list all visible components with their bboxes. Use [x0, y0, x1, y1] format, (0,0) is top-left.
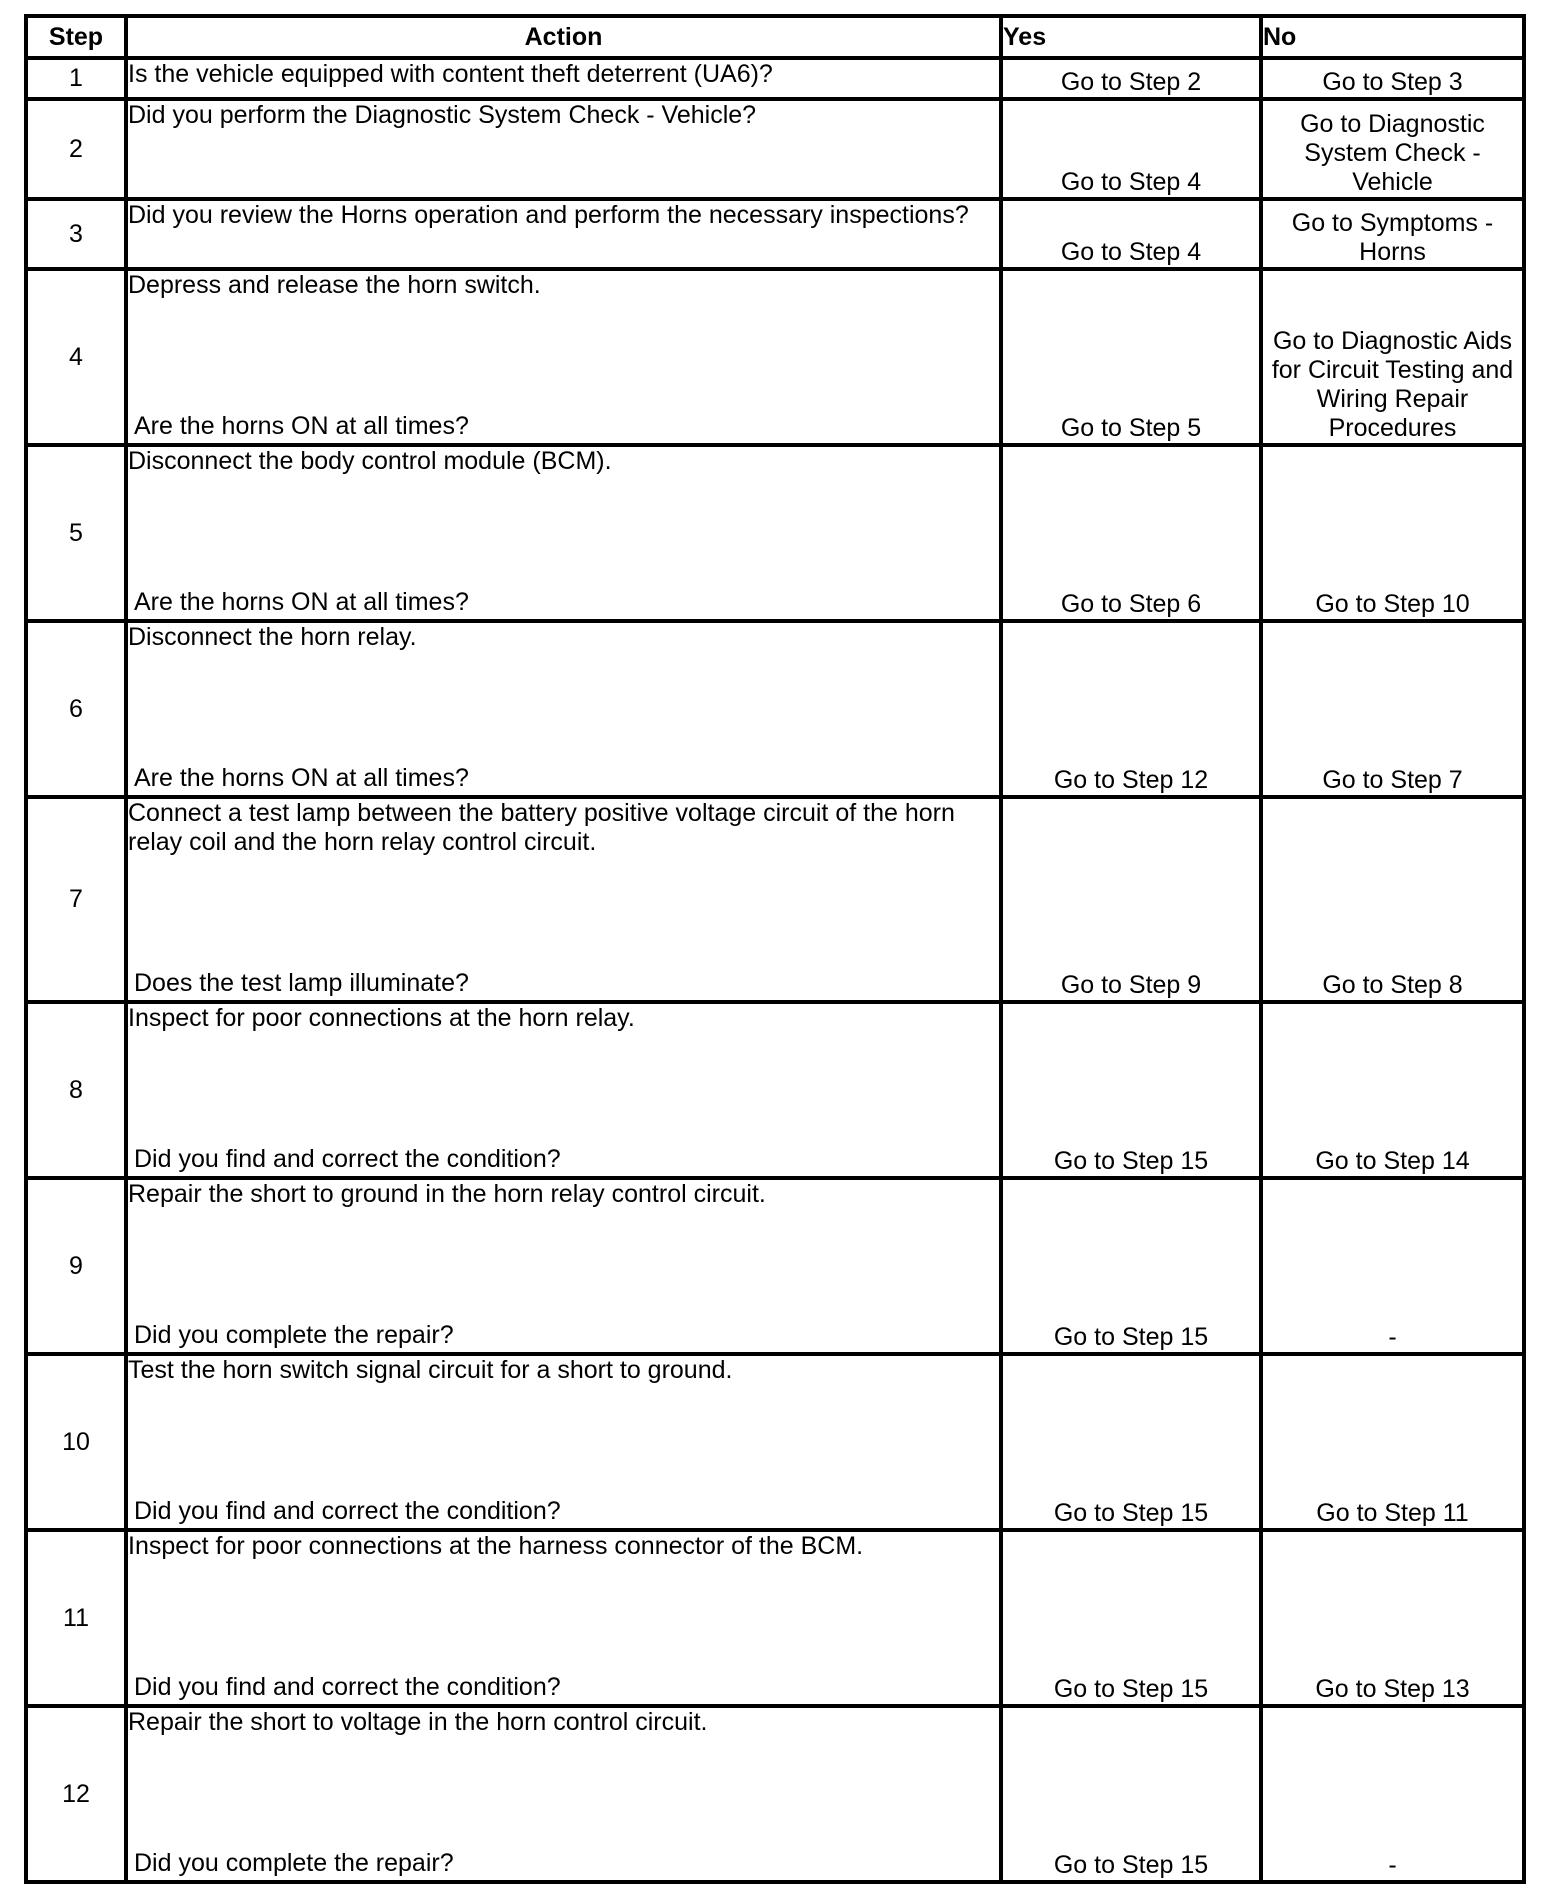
- yes-result: Go to Step 9: [1001, 797, 1261, 1002]
- table-row: [26, 1002, 1524, 1178]
- table-header-row: [26, 16, 1524, 58]
- action-cell: [126, 1178, 1001, 1354]
- yes-result: Go to Step 15: [1001, 1354, 1261, 1530]
- action-text: Inspect for poor connections at the horn relay.: [128, 1004, 635, 1032]
- yes-result: Go to Step 6: [1001, 445, 1261, 621]
- no-result: Go to Step 13: [1261, 1530, 1524, 1706]
- yes-result: Go to Step 15: [1001, 1002, 1261, 1178]
- table-row: [26, 1530, 1524, 1706]
- action-cell: [126, 1530, 1001, 1706]
- yes-result: Go to Step 2: [1001, 58, 1261, 99]
- yes-result: Go to Step 4: [1001, 199, 1261, 269]
- header-no: No: [1261, 16, 1524, 58]
- table-row: [26, 1178, 1524, 1354]
- action-question: Did you find and correct the condition?: [134, 1673, 561, 1701]
- header-yes: Yes: [1001, 16, 1261, 58]
- step-number: 9: [26, 1178, 126, 1354]
- action-cell: [126, 1706, 1001, 1882]
- no-result: Go to Step 7: [1261, 621, 1524, 797]
- no-result: Go to Diagnostic System Check - Vehicle: [1261, 99, 1524, 199]
- step-number: 10: [26, 1354, 126, 1530]
- step-number: 12: [26, 1706, 126, 1882]
- action-question: Does the test lamp illuminate?: [134, 969, 469, 997]
- action-cell: [126, 99, 1001, 199]
- table-row: [26, 621, 1524, 797]
- no-result: Go to Step 14: [1261, 1002, 1524, 1178]
- yes-result: Go to Step 15: [1001, 1178, 1261, 1354]
- table-row: [26, 797, 1524, 1002]
- no-result: Go to Diagnostic Aids for Circuit Testing and Wiring Repair Procedures: [1261, 269, 1524, 445]
- action-question: Did you complete the repair?: [134, 1321, 454, 1349]
- action-text: Is the vehicle equipped with content theft deterrent (UA6)?: [128, 60, 773, 88]
- action-text: Repair the short to voltage in the horn control circuit.: [128, 1708, 708, 1736]
- action-question: Are the horns ON at all times?: [134, 588, 469, 616]
- step-number: 4: [26, 269, 126, 445]
- step-number: 11: [26, 1530, 126, 1706]
- action-question: Did you complete the repair?: [134, 1849, 454, 1877]
- table-row: [26, 269, 1524, 445]
- step-number: 1: [26, 58, 126, 99]
- step-number: 2: [26, 99, 126, 199]
- yes-result: Go to Step 4: [1001, 99, 1261, 199]
- action-cell: [126, 797, 1001, 1002]
- yes-result: Go to Step 12: [1001, 621, 1261, 797]
- table-row: [26, 1706, 1524, 1882]
- action-question: Did you find and correct the condition?: [134, 1145, 561, 1173]
- action-text: Did you review the Horns operation and perform the necessary inspections?: [128, 201, 969, 229]
- yes-result: Go to Step 15: [1001, 1706, 1261, 1882]
- action-text: Disconnect the body control module (BCM).: [128, 447, 612, 475]
- header-step: Step: [26, 16, 126, 58]
- step-number: 5: [26, 445, 126, 621]
- yes-result: Go to Step 15: [1001, 1530, 1261, 1706]
- action-text: Test the horn switch signal circuit for a short to ground.: [128, 1356, 733, 1384]
- table-row: [26, 199, 1524, 269]
- table-row: [26, 58, 1524, 99]
- action-text: Repair the short to ground in the horn relay control circuit.: [128, 1180, 766, 1208]
- action-cell: [126, 199, 1001, 269]
- table-row: [26, 1354, 1524, 1530]
- action-question: Did you find and correct the condition?: [134, 1497, 561, 1525]
- yes-result: Go to Step 5: [1001, 269, 1261, 445]
- no-result: Go to Step 8: [1261, 797, 1524, 1002]
- no-result: -: [1261, 1178, 1524, 1354]
- action-question: Are the horns ON at all times?: [134, 412, 469, 440]
- action-cell: [126, 269, 1001, 445]
- header-action: Action: [126, 16, 1001, 58]
- step-number: 6: [26, 621, 126, 797]
- step-number: 7: [26, 797, 126, 1002]
- action-text: Inspect for poor connections at the harness connector of the BCM.: [128, 1532, 864, 1560]
- action-text: Disconnect the horn relay.: [128, 623, 417, 651]
- no-result: -: [1261, 1706, 1524, 1882]
- action-text: Connect a test lamp between the battery positive voltage circuit of the horn relay coil and the horn relay control circuit.: [128, 799, 955, 856]
- action-cell: [126, 621, 1001, 797]
- table-row: [26, 99, 1524, 199]
- action-cell: [126, 58, 1001, 99]
- action-question: Are the horns ON at all times?: [134, 764, 469, 792]
- action-cell: [126, 1354, 1001, 1530]
- action-text: Did you perform the Diagnostic System Check - Vehicle?: [128, 101, 757, 129]
- no-result: Go to Step 11: [1261, 1354, 1524, 1530]
- action-cell: [126, 445, 1001, 621]
- no-result: Go to Symptoms - Horns: [1261, 199, 1524, 269]
- no-result: Go to Step 3: [1261, 58, 1524, 99]
- diagnostic-table: [24, 14, 1526, 1884]
- action-cell: [126, 1002, 1001, 1178]
- no-result: Go to Step 10: [1261, 445, 1524, 621]
- step-number: 3: [26, 199, 126, 269]
- action-text: Depress and release the horn switch.: [128, 271, 541, 299]
- step-number: 8: [26, 1002, 126, 1178]
- table-row: [26, 445, 1524, 621]
